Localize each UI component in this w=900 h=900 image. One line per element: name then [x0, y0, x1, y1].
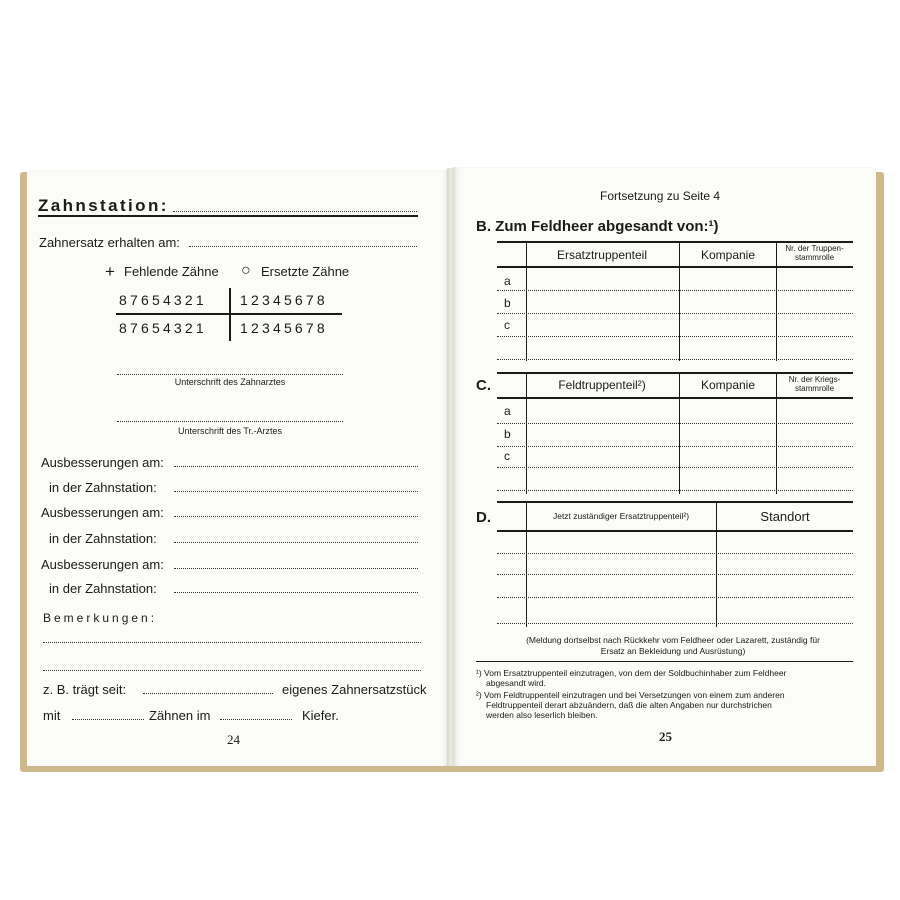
- note-line-2: Ersatz an Bekleidung und Ausrüstung): [600, 646, 746, 656]
- footnote-1-line-1: ¹) Vom Ersatztruppenteil einzutragen, von dem der Soldbuchinhaber zum Feldheer: [476, 668, 787, 678]
- section-c-dots-d: [497, 490, 853, 491]
- section-b-col3-header-2: stammrolle: [794, 253, 835, 262]
- section-b-col1-header: Ersatztruppenteil: [556, 248, 648, 262]
- section-c-vline-1: [526, 372, 527, 494]
- footer-since-dots: [143, 693, 273, 694]
- section-d-top-rule: [497, 501, 853, 503]
- section-c-row-c: c: [504, 449, 510, 463]
- section-d-letter: D.: [476, 509, 491, 526]
- repair-2-dots: [174, 516, 418, 517]
- section-b-top-rule: [497, 241, 853, 243]
- teeth-lower-left: 87654321: [119, 320, 207, 336]
- footnote-2-line-2: Feldtruppenteil derart abzuändern, daß die alten Angaben nur durchstrichen: [486, 700, 772, 710]
- section-d-dots-1: [497, 553, 853, 554]
- footer-with-label: mit: [43, 708, 61, 723]
- repair-2-station-dots: [174, 542, 418, 543]
- remarks-dots-2: [43, 670, 421, 671]
- section-d-col2-header: Standort: [760, 509, 810, 524]
- section-c-vline-2: [679, 372, 680, 494]
- section-c-letter: C.: [476, 377, 491, 394]
- repair-1-dots: [174, 466, 418, 467]
- sig-dentist-label: Unterschrift des Zahnarztes: [174, 377, 286, 387]
- section-b-dots-d: [497, 359, 853, 360]
- section-d-header-rule: [497, 530, 853, 532]
- section-b-col2-header: Kompanie: [700, 248, 756, 262]
- section-c-header-rule: [497, 397, 853, 399]
- sig-doctor-dots: [117, 421, 343, 422]
- teeth-lower-right: 12345678: [240, 320, 328, 336]
- section-c-col2-header: Kompanie: [700, 378, 756, 392]
- missing-teeth-legend: Fehlende Zähne: [124, 264, 219, 279]
- teeth-upper-right: 12345678: [240, 292, 328, 308]
- section-b-vline-1: [526, 241, 527, 361]
- footnote-2-line-3: werden also leserlich bleiben.: [486, 710, 598, 720]
- section-d-dots-4: [497, 623, 853, 624]
- repair-3-station: in der Zahnstation:: [49, 581, 157, 596]
- footnote-1-line-2: abgesandt wird.: [486, 678, 547, 688]
- footer-prosthesis-label: eigenes Zahnersatzstück: [282, 682, 427, 697]
- repair-1-station: in der Zahnstation:: [49, 480, 157, 495]
- footer-jaw-dots: [220, 719, 292, 720]
- section-b-title: B. Zum Feldheer abgesandt von:¹): [476, 218, 719, 235]
- section-c-col1-header: Feldtruppenteil²): [558, 378, 646, 392]
- section-b-row-c: c: [504, 318, 510, 332]
- footer-teeth-in-label: Zähnen im: [149, 708, 211, 723]
- footer-count-dots: [72, 719, 144, 720]
- repair-2-label: Ausbesserungen am:: [41, 505, 164, 520]
- section-b-row-a: a: [504, 274, 511, 288]
- section-c-vline-3: [776, 372, 777, 494]
- section-b-dots-a: [497, 290, 853, 291]
- continuation-label: Fortsetzung zu Seite 4: [600, 189, 721, 203]
- zahnersatz-dots: [189, 246, 417, 247]
- section-b-row-b: b: [504, 296, 511, 310]
- footer-since-label: z. B. trägt seit:: [43, 682, 127, 697]
- section-d-dots-3: [497, 597, 853, 598]
- section-c-dots-a: [497, 423, 853, 424]
- right-page: [453, 167, 876, 766]
- repair-1-label: Ausbesserungen am:: [41, 455, 164, 470]
- section-d-col1-header: Jetzt zuständiger Ersatztruppenteil²): [552, 511, 690, 521]
- section-d-dots-2: [497, 574, 853, 575]
- teeth-upper-left: 87654321: [119, 292, 207, 308]
- section-c-row-b: b: [504, 427, 511, 441]
- section-c-dots-b: [497, 446, 853, 447]
- teeth-vertical-rule: [229, 288, 231, 341]
- remarks-dots-1: [43, 642, 421, 643]
- title-dots: [173, 211, 417, 212]
- left-page: [27, 170, 449, 766]
- sig-dentist-dots: [117, 374, 343, 375]
- repair-1-station-dots: [174, 491, 418, 492]
- section-b-col3-header-1: Nr. der Truppen-: [785, 244, 844, 253]
- section-d-vline-1: [526, 501, 527, 627]
- right-page-number: 25: [659, 729, 672, 744]
- section-c-top-rule: [497, 372, 853, 374]
- remarks-label: Bemerkungen:: [43, 611, 158, 625]
- replaced-teeth-legend: Ersetzte Zähne: [261, 264, 350, 279]
- repair-3-dots: [174, 568, 418, 569]
- section-b-dots-c: [497, 336, 853, 337]
- note-line-1: (Meldung dortselbst nach Rückkehr vom Feldheer oder Lazarett, zuständig für: [526, 635, 820, 645]
- section-c-dots-c: [497, 467, 853, 468]
- section-b-vline-2: [679, 241, 680, 361]
- section-c-col3-header-1: Nr. der Kriegs-: [788, 375, 841, 384]
- footnote-2-line-1: ²) Vom Feldtruppenteil einzutragen und bei Versetzungen von einem zum anderen: [476, 690, 785, 700]
- zahnersatz-label: Zahnersatz erhalten am:: [39, 235, 180, 250]
- section-c-row-a: a: [504, 404, 511, 418]
- section-b-header-rule: [497, 266, 853, 268]
- repair-3-station-dots: [174, 592, 418, 593]
- repair-3-label: Ausbesserungen am:: [41, 557, 164, 572]
- left-page-number: 24: [227, 732, 240, 747]
- section-b-vline-3: [776, 241, 777, 361]
- replaced-symbol: ○: [241, 262, 251, 279]
- title-rule: [38, 215, 418, 217]
- left-title: Zahnstation:: [38, 196, 169, 215]
- sig-doctor-label: Unterschrift des Tr.-Arztes: [177, 426, 283, 436]
- footer-jaw-label: Kiefer.: [302, 708, 339, 723]
- section-c-col3-header-2: stammrolle: [794, 384, 835, 393]
- note-rule: [476, 661, 853, 662]
- section-d-vline-2: [716, 501, 717, 627]
- section-b-dots-b: [497, 313, 853, 314]
- missing-symbol: +: [105, 262, 115, 281]
- repair-2-station: in der Zahnstation:: [49, 531, 157, 546]
